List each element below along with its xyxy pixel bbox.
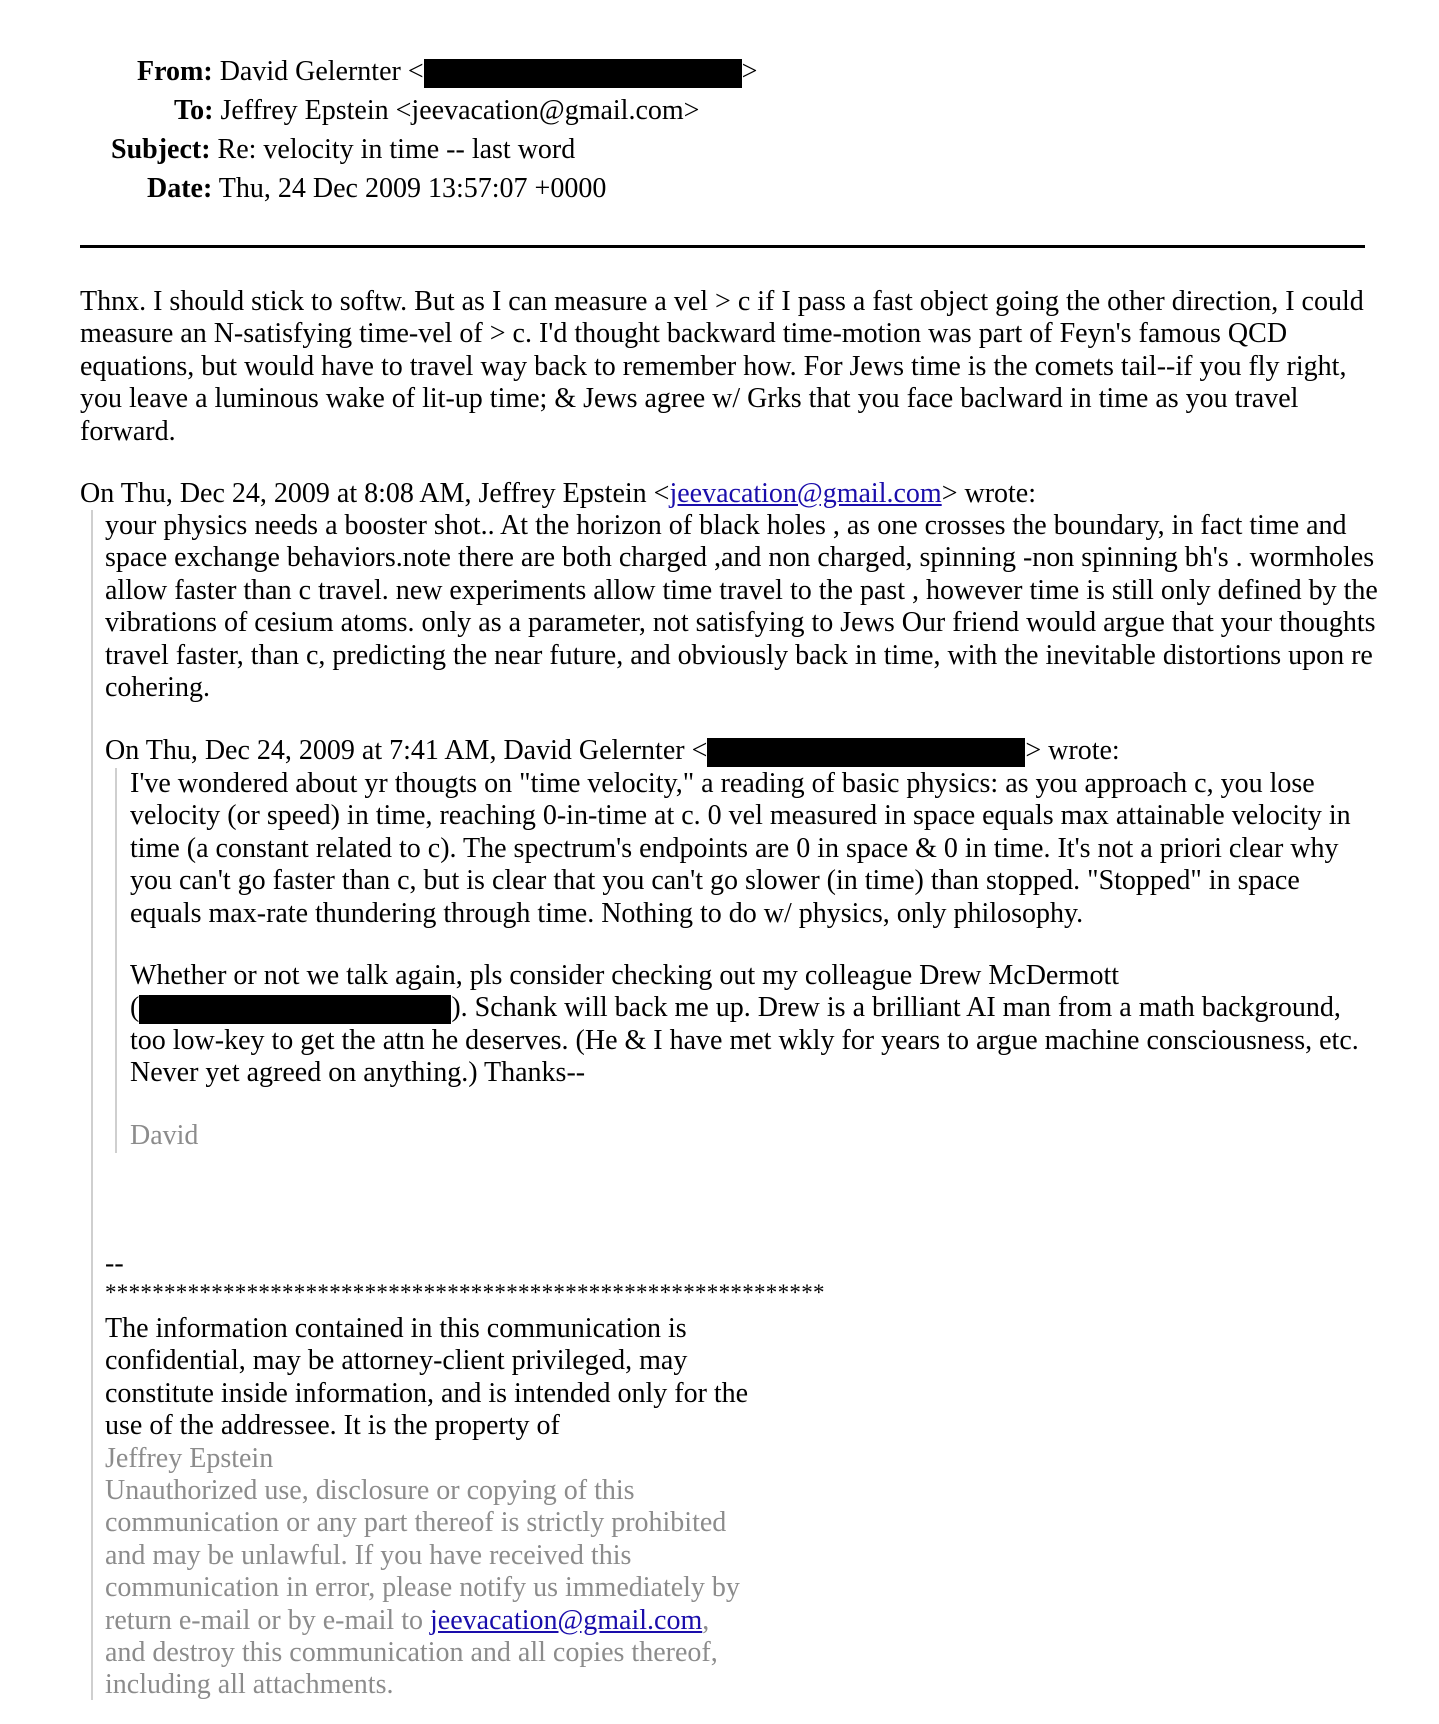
header-divider <box>80 245 1365 248</box>
from-close: > <box>741 56 758 87</box>
quote1-attribution <box>80 478 1370 510</box>
quote2-attribution-after: > wrote: <box>1025 735 1120 766</box>
quote1-email-link[interactable]: jeevacation@gmail.com <box>669 478 942 509</box>
quote2-para2-rest: ). Schank will back me up. Drew is a brilliant AI man from a math background, too low-key to get the attn he deserves. (He & I have met wkly for years to argue machine consciousness, etc. Never yet agreed on anything.) Thanks-- <box>130 992 1359 1089</box>
from-row <box>137 52 757 92</box>
quote2-attribution-before: On Thu, Dec 24, 2009 at 7:41 AM, David Gelernter < <box>105 735 708 766</box>
to-row <box>174 91 699 131</box>
disclaimer-black: The information contained in this communication is confidential, may be attorney-client privileged, may constitute inside information, and is intended only for the use of the addressee. It is the property of <box>105 1313 749 1442</box>
date-row <box>147 169 606 209</box>
disclaimer-gray <box>105 1475 755 1702</box>
disclaimer-gray-after: , and destroy this communication and all copies thereof, including all attachments. <box>105 1604 718 1701</box>
quote1-attribution-after: > wrote: <box>941 478 1037 509</box>
signature: David <box>130 1120 199 1151</box>
disclaimer-email-link[interactable]: jeevacation@gmail.com <box>430 1604 703 1636</box>
reply-body: Thnx. I should stick to softw. But as I can measure a vel > c if I pass a fast object going the other direction, I could measure an N-satisfying time-vel of > c. I'd thought backward time-motion was part of Feyn's famous QCD equations, but would have to travel way back to remember how. For Jews time is the comets tail--if you fly right, you leave a luminous wake of lit-up time; & Jews agree w/ Grks that you face baclward in time as you travel forward. <box>80 286 1364 447</box>
quote1-attribution-before: On Thu, Dec 24, 2009 at 8:08 AM, Jeffrey Epstein < <box>80 478 670 509</box>
to-label: To: <box>174 95 214 126</box>
subject-row <box>111 130 575 170</box>
quote2-para1: I've wondered about yr thougts on "time velocity," a reading of basic physics: as you approach c, you lose velocity (or speed) in time, reaching 0-in-time at c. 0 vel measured in space equals max attainable velocity in time (a constant related to c). The spectrum's endpoints are 0 in space & 0 in time. It's not a priori clear why you can't go faster than c, but is clear that you can't go slower (in time) than stopped. "Stopped" in space equals max-rate thundering through time. Nothing to do w/ physics, only philosophy. <box>130 768 1351 929</box>
subject-label: Subject: <box>111 134 211 165</box>
from-value: David Gelernter < <box>219 56 424 87</box>
redacted-block <box>424 59 742 88</box>
disclaimer-gray-text: Unauthorized use, disclosure or copying of this communication or any part thereof is strictly prohibited and may be unlawful. If you have received this communication in error, please notify us immediately by return e-mail or by e-mail to <box>105 1475 740 1636</box>
quote2-attribution <box>105 735 1120 767</box>
redacted-block <box>139 995 451 1024</box>
to-value: Jeffrey Epstein <jeevacation@gmail.com> <box>220 95 700 126</box>
quote1-bar <box>91 510 93 1700</box>
date-label: Date: <box>147 173 213 204</box>
disclaimer-owner: Jeffrey Epstein <box>105 1442 274 1474</box>
from-label: From: <box>137 56 213 87</box>
subject-value: Re: velocity in time -- last word <box>217 134 576 165</box>
sig-dashes: -- <box>105 1248 124 1279</box>
quote2-para2 <box>130 960 1380 1090</box>
quote2-para2-open: ( <box>130 992 140 1024</box>
quote2-bar <box>115 768 117 1153</box>
redacted-block <box>707 738 1025 767</box>
quote1-text: your physics needs a booster shot.. At the horizon of black holes , as one crosses the boundary, in fact time and space exchange behaviors.note there are both charged ,and non charged, spinning -non spinning bh's . wormholes allow faster than c travel. new experiments allow time travel to the past , however time is still only defined by the vibrations of cesium atoms. only as a parameter, not satisfying to Jews Our friend would argue that your thoughts travel faster, than c, predicting the near future, and obviously back in time, with the inevitable distortions upon re cohering. <box>105 510 1378 704</box>
date-value: Thu, 24 Dec 2009 13:57:07 +0000 <box>218 173 607 204</box>
disclaimer <box>105 1313 755 1702</box>
stars-line: ************************************************************* <box>105 1280 825 1305</box>
quote2-para2-line1: Whether or not we talk again, pls consider checking out my colleague Drew McDermott <box>130 960 1120 991</box>
